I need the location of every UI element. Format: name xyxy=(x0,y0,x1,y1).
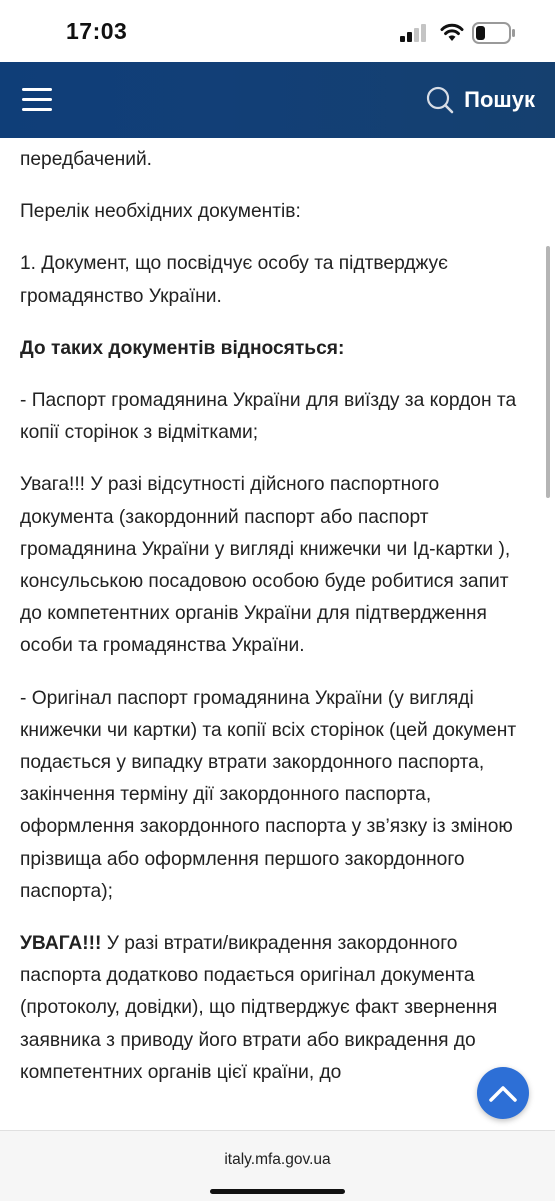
paragraph-item-1: 1. Документ, що посвідчує особу та підтверджує громадянство України. xyxy=(20,253,448,307)
paragraph-documents-heading: До таких документів відносяться: xyxy=(20,337,345,359)
signal-icon xyxy=(400,24,428,42)
paragraph-intro-end: передбачений. xyxy=(20,149,153,170)
paragraph-loss-warning xyxy=(20,928,535,1089)
paragraph-foreign-passport: - Паспорт громадянина України для виїзду за кордон та копії сторінок з відмітками; xyxy=(20,390,517,444)
paragraph-documents-list: Перелік необхідних документів: xyxy=(20,201,301,223)
back-to-top-button[interactable] xyxy=(477,1067,529,1119)
battery-icon xyxy=(472,22,516,44)
loss-warning-text: У разі втрати/викрадення закордонного паспорта додатково подається оригінал документа (протоколу, довідки), що підтверджує факт звернення заявника з приводу його втрати або викрадення до компетентних органів цієї країни, до xyxy=(20,933,498,1083)
status-time: 17:03 xyxy=(66,18,128,44)
warning-label: УВАГА!!! xyxy=(20,933,102,955)
wifi-icon xyxy=(440,22,464,42)
article-content xyxy=(20,140,535,1130)
search-label: Пошук xyxy=(464,87,535,112)
scrollbar[interactable] xyxy=(546,246,550,498)
status-bar xyxy=(0,0,555,62)
search-icon xyxy=(426,86,454,114)
site-header xyxy=(0,62,555,138)
hamburger-icon[interactable] xyxy=(22,88,54,114)
browser-address-bar[interactable] xyxy=(0,1130,555,1201)
paragraph-warning: Увага!!! У разі відсутності дійсного паспортного документа (закордонний паспорт або паспорт громадянина України у вигляді книжечки чи Ід-картки ), консульською посадовою особою буде робитися запит до компетентних органів України для підтвердження особи та громадянства України. xyxy=(20,474,511,657)
home-indicator xyxy=(210,1189,345,1194)
chevron-up-icon xyxy=(488,1083,518,1103)
search-button[interactable] xyxy=(426,82,535,118)
paragraph-original-passport: - Оригінал паспорт громадянина України (у вигляді книжечки чи картки) та копії всіх сторінок (цей документ подається у випадку втрати закордонного паспорта, закінчення терміну дії закордонного паспорта, оформлення закордонного паспорта у зв’язку із зміною прізвища або оформлення першого закордонного паспорта); xyxy=(20,687,517,902)
url-text[interactable]: italy.mfa.gov.ua xyxy=(224,1151,331,1168)
